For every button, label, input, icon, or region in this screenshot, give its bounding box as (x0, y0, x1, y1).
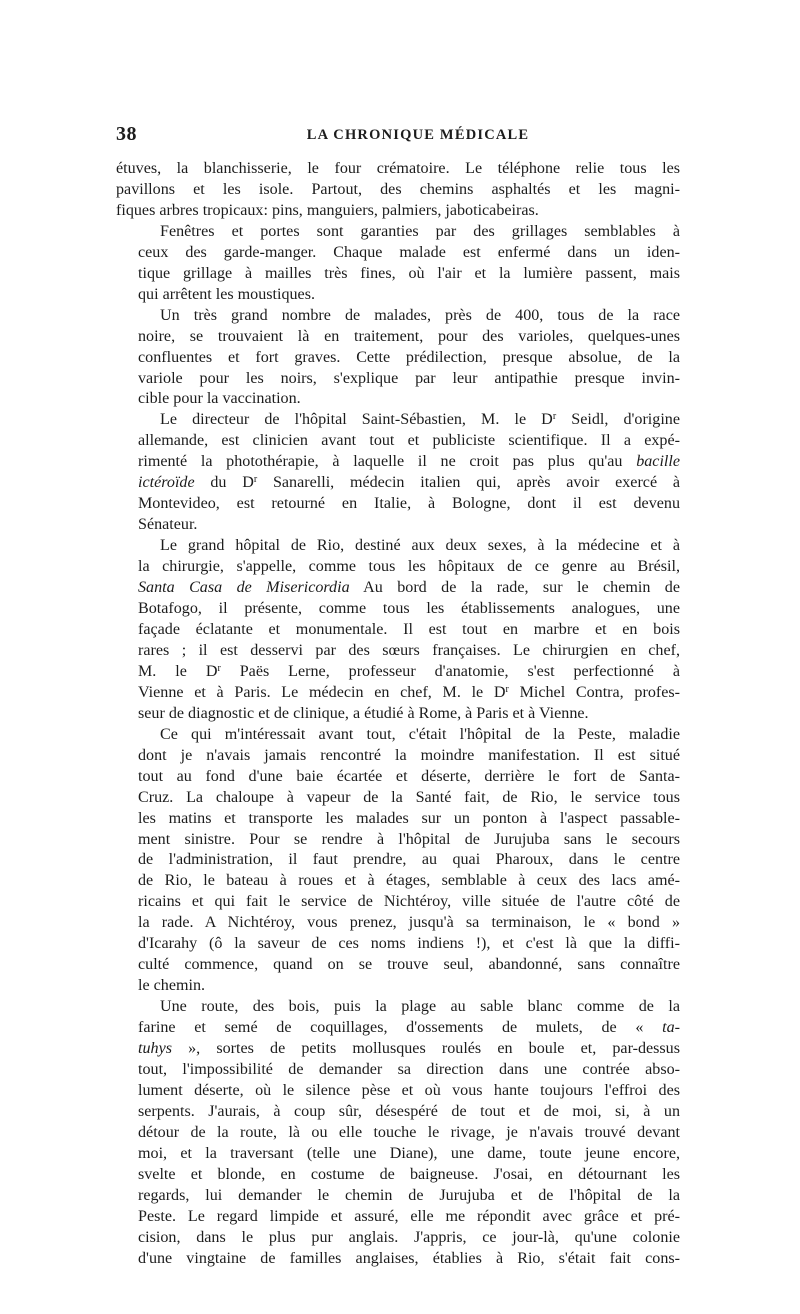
text-line: la rade. A Nichtéroy, vous prenez, jusqu'à sa terminaison, le « bond » (138, 914, 680, 932)
text-line: le chemin. (138, 977, 206, 995)
text-line: pavillons et les isole. Partout, des chemins asphaltés et les magni- (116, 180, 680, 198)
paragraph (116, 159, 680, 222)
text-line: Le grand hôpital de Rio, destiné aux deux sexes, à la médecine et à (160, 537, 680, 555)
text-line: moi, et la traversant (telle une Diane), une dame, toute jeune encore, (138, 1144, 680, 1162)
running-title: LA CHRONIQUE MÉDICALE (306, 127, 530, 143)
text-line: farine et semé de coquillages, d'ossements de mulets, de « ta- (138, 1019, 680, 1037)
text-line: Le directeur de l'hôpital Saint-Sébastien, M. le $D^r$ Seidl, d'origine (160, 411, 680, 429)
paragraph (116, 997, 680, 1269)
text-line: serpents. J'aurais, à coup sûr, désespéré de tout et de moi, si, à un (138, 1102, 680, 1120)
text-line: les matins et transporte les malades sur un ponton à l'aspect passable- (138, 809, 680, 827)
text-line: façade éclatante et monumentale. Il est tout en marbre et en bois (138, 620, 680, 638)
text-line: détour de la route, là ou elle touche le rivage, je n'avais trouvé devant (138, 1123, 680, 1141)
paragraph (116, 306, 680, 411)
text-line: d'Icarahy (ô la saveur de ces noms indiens !), et c'est là que la diffi- (138, 935, 680, 953)
text-line: cision, dans le plus pur anglais. J'appris, ce jour-là, qu'une colonie (138, 1228, 680, 1246)
text-line: variole pour les noirs, s'explique par leur antipathie presque invin- (138, 369, 680, 387)
text-line: allemande, est clinicien avant tout et publiciste scientifique. Il a expé- (138, 432, 680, 450)
text-line: Sénateur. (138, 516, 198, 534)
text-line: tique grillage à mailles très fines, où l'air et la lumière passent, mais (138, 264, 680, 282)
text-line: ment sinistre. Pour se rendre à l'hôpital de Jurujuba sans le secours (138, 830, 680, 848)
text-line: seur de diagnostic et de clinique, a étudié à Rome, à Paris et à Vienne. (138, 704, 589, 722)
page-number: 38 (116, 123, 137, 145)
text-line: Botafogo, il présente, comme tous les établissements analogues, une (138, 600, 680, 618)
paragraph (116, 536, 680, 725)
text-line: la chirurgie, s'appelle, comme tous les hôpitaux de ce genre au Brésil, (138, 558, 680, 576)
paragraph (116, 410, 680, 536)
text-line: rimenté la photothérapie, à laquelle il ne croit pas plus qu'au bacille (138, 453, 680, 471)
text-line: qui arrêtent les moustiques. (138, 285, 315, 303)
text-line: étuves, la blanchisserie, le four crématoire. Le téléphone relie tous les (116, 160, 680, 177)
text-line: Vienne et à Paris. Le médecin en chef, M. le $D^r$ Michel Contra, profes- (138, 683, 680, 701)
text-line: rares ; il est desservi par des sœurs françaises. Le chirurgien en chef, (138, 641, 680, 659)
text-line: de l'administration, il faut prendre, au quai Pharoux, dans le centre (138, 851, 680, 869)
text-line: dont je n'avais jamais rencontré la moindre manifestation. Il est situé (138, 746, 680, 764)
text-line: de Rio, le bateau à roues et à étages, semblable à ceux des lacs amé- (138, 872, 680, 890)
text-line: Ce qui m'intéressait avant tout, c'était l'hôpital de la Peste, maladie (160, 725, 680, 743)
text-line: Une route, des bois, puis la plage au sable blanc comme de la (160, 998, 680, 1016)
text-line: confluentes et fort graves. Cette prédilection, presque absolue, de la (138, 348, 680, 366)
paragraph (116, 725, 680, 997)
text-line: Montevideo, est retourné en Italie, à Bologne, dont il est devenu (138, 495, 680, 513)
text-line: tout au fond d'une baie écartée et déserte, derrière le fort de Santa- (138, 767, 680, 785)
text-line: svelte et blonde, en costume de baigneuse. J'osai, en détournant les (138, 1165, 680, 1183)
text-line: culté commence, quand on se trouve seul, abandonné, sans connaître (138, 956, 680, 974)
text-line: Peste. Le regard limpide et assuré, elle me répondit avec grâce et pré- (138, 1207, 680, 1225)
text-line: ceux des garde-manger. Chaque malade est enfermé dans un iden- (138, 243, 680, 261)
text-line: regards, lui demander le chemin de Jurujuba et de l'hôpital de la (138, 1186, 680, 1204)
text-line: Cruz. La chaloupe à vapeur de la Santé fait, de Rio, le service tous (138, 788, 680, 806)
paragraph (116, 222, 680, 306)
text-line: tuhys », sortes de petits mollusques roulés en boule et, par-dessus (138, 1040, 680, 1058)
text-line: lument déserte, où le silence pèse et où vous hante toujours l'effroi des (138, 1081, 680, 1099)
text-line: Fenêtres et portes sont garanties par des grillages semblables à (160, 222, 680, 240)
body-text (116, 159, 680, 1270)
text-line: ictéroïde du $D^r$ Sanarelli, médecin italien qui, après avoir exercé à (138, 474, 680, 492)
text-line: M. le $D^r$ Paës Lerne, professeur d'anatomie, s'est perfectionné à (138, 662, 680, 680)
text-line: d'une vingtaine de familles anglaises, établies à Rio, s'était fait cons- (138, 1249, 680, 1267)
page-header (116, 123, 680, 153)
text-line: noire, se trouvaient là en traitement, pour des varioles, quelques-unes (138, 327, 680, 345)
text-line: cible pour la vaccination. (138, 390, 301, 408)
text-line: ricains et qui fait le service de Nichtéroy, ville située de l'autre côté de (138, 893, 680, 911)
text-line: tout, l'impossibilité de demander sa direction dans une contrée abso- (138, 1060, 680, 1078)
text-line: Un très grand nombre de malades, près de 400, tous de la race (160, 306, 680, 324)
text-line: Santa Casa de Misericordia Au bord de la rade, sur le chemin de (138, 579, 680, 597)
text-line: fiques arbres tropicaux: pins, manguiers, palmiers, jaboticabeiras. (116, 201, 539, 219)
